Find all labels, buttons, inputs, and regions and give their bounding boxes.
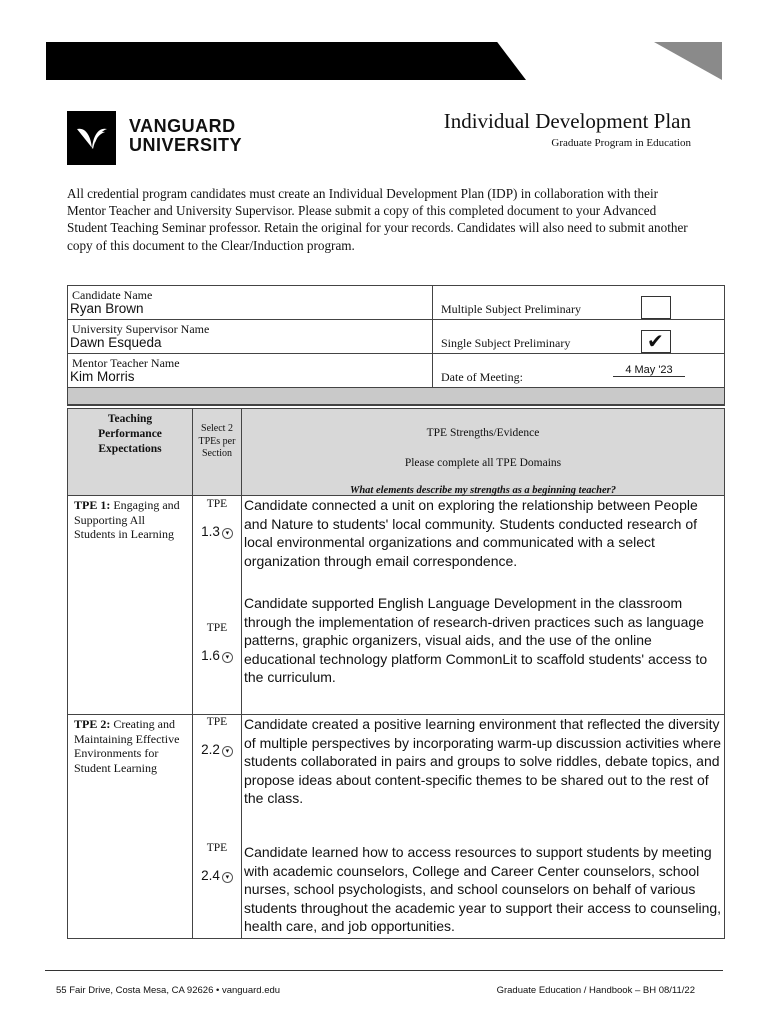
col-evidence-header: TPE Strengths/Evidence [426,427,540,439]
chevron-down-icon: ▾ [222,652,233,663]
university-logo [67,111,247,165]
candidate-name-label: Candidate Name [72,288,153,302]
col-tpe-header: Teaching Performance Expectations [98,413,162,455]
table-row [68,715,724,938]
footer-handbook-ref: Graduate Education / Handbook – BH 08/11/22 [496,985,695,996]
candidate-info-form [67,285,725,406]
header-corner-triangle [654,42,722,80]
tpe-table [67,408,725,939]
intro-paragraph: All credential program candidates must create an Individual Development Plan (IDP) in collaboration with their Mentor Teacher and University Supervisor. Please submit a copy of this completed document to your Advanced Student Teaching Seminar professor. Retain the original for your records. Candidates will also need to submit another copy of this document to the Clear/Induction program. [67,186,688,253]
supervisor-name-label: University Supervisor Name [72,322,210,336]
evidence-text-field[interactable]: Candidate supported English Language Development in the classroom through the implementation of research-driven practices such as language patterns, graphic organizers, visual aids, and the use of the online educational technology platform CommonLit to scaffold students' access to the curriculum. [244,595,708,686]
logo-mark-icon [67,111,116,165]
document-title-block [444,108,691,150]
evidence-text-field[interactable]: Candidate learned how to access resources to support students by meeting with academic counselors, College and Career Center counselors, school nurses, school psychologists, and school counselors on behalf of various students throughout the academic year to support their access to counseling, health care, and job opportunities. [244,844,722,935]
tpe-table-header [68,409,724,496]
mentor-name-field[interactable]: Kim Morris [70,369,135,384]
page-footer [45,970,723,996]
supervisor-name-field[interactable]: Dawn Esqueda [70,335,162,350]
tpe-select-dropdown[interactable]: TPE 1.3 ▾ [193,498,241,539]
chevron-down-icon: ▾ [222,746,233,757]
chevron-down-icon: ▾ [222,528,233,539]
meeting-date-field[interactable]: 4 May '23 [613,364,685,377]
single-subject-label: Single Subject Preliminary [441,336,571,350]
logo-line-2: UNIVERSITY [129,135,243,155]
logo-line-1: VANGUARD [129,116,236,136]
multiple-subject-checkbox[interactable] [641,296,671,319]
mentor-name-label: Mentor Teacher Name [72,356,180,370]
tpe-domain-name: TPE 2: Creating and Maintaining Effective Environments for Student Learning [74,717,180,775]
evidence-text-field[interactable]: Candidate connected a unit on exploring the relationship between People and Nature to students' local community. Students conducted research of local environmental organizations and communicated with a select organization through email correspondence. [244,497,698,569]
table-row [68,496,724,715]
document-subtitle: Graduate Program in Education [551,137,691,149]
candidate-name-field[interactable]: Ryan Brown [70,301,144,316]
tpe-domain-name: TPE 1: Engaging and Supporting All Students in Learning [74,498,180,541]
tpe-select-dropdown[interactable]: TPE 2.4 ▾ [193,842,241,883]
meeting-date-label: Date of Meeting: [441,370,523,384]
evidence-text-field[interactable]: Candidate created a positive learning environment that reflected the diversity of multiple perspectives by incorporating warm-up discussion activities where students collaborated in pairs and groups to solve riddles, debate topics, and propose ideas about content-specific themes to be shared out to the rest of the class. [244,716,721,807]
col-select-header: Select 2 TPEs per Section [198,423,236,459]
tpe-select-dropdown[interactable]: TPE 1.6 ▾ [193,622,241,663]
mentor-name-cell [68,354,433,387]
document-title: Individual Development Plan [443,109,691,133]
tpe-select-dropdown[interactable]: TPE 2.2 ▾ [193,716,241,757]
single-subject-checkbox[interactable] [641,330,671,353]
col-evidence-question: What elements describe my strengths as a beginning teacher? [349,485,616,496]
candidate-name-cell [68,286,433,319]
supervisor-name-cell [68,320,433,353]
footer-address: 55 Fair Drive, Costa Mesa, CA 92626 • vanguard.edu [56,985,281,996]
col-evidence-subheader: Please complete all TPE Domains [404,457,562,469]
chevron-down-icon: ▾ [222,872,233,883]
multiple-subject-label: Multiple Subject Preliminary [441,302,581,316]
form-divider-band [68,388,724,405]
header-black-bar [46,42,526,80]
